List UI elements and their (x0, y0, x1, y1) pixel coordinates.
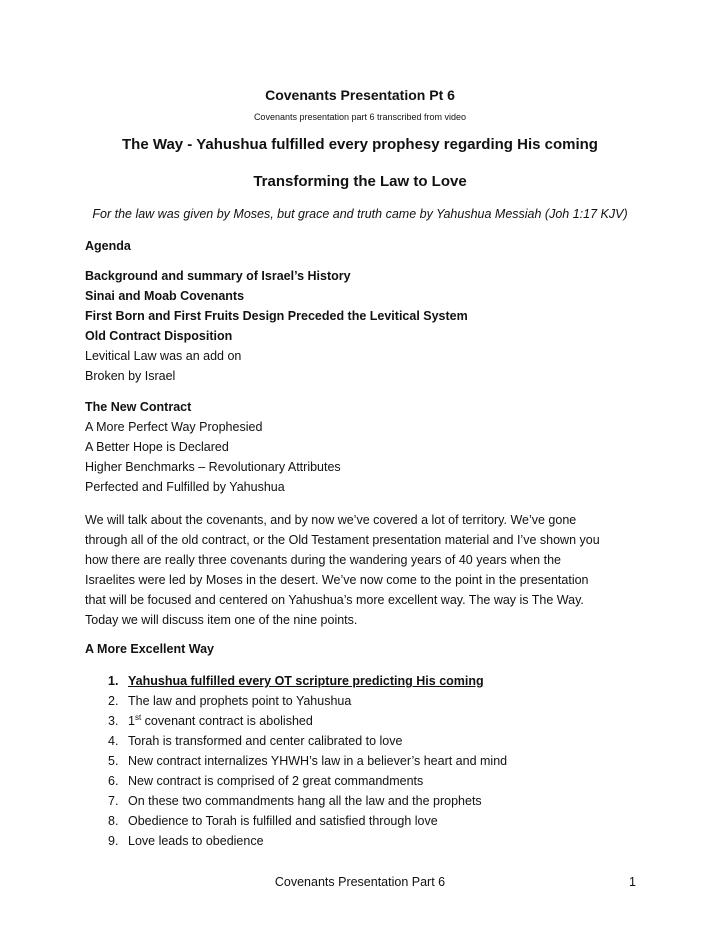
document-subtitle: Covenants presentation part 6 transcribed from video (253, 112, 467, 122)
paragraph-line: Israelites were led by Moses in the desert. We’ve now come to the point in the presentation (85, 573, 589, 587)
list-number: 9. (108, 834, 119, 848)
excellent-way-label: A More Excellent Way (85, 642, 214, 656)
list-item (108, 833, 264, 849)
list-text-ordinal: 1 (128, 714, 135, 728)
agenda-item: Old Contract Disposition (85, 329, 233, 343)
list-text: The law and prophets point to Yahushua (128, 694, 352, 708)
list-text: New contract internalizes YHWH’s law in a believer’s heart and mind (128, 754, 508, 768)
list-item (108, 813, 438, 829)
list-number: 2. (108, 694, 119, 708)
ordinal-suffix: st (134, 712, 142, 722)
scripture-quote: For the law was given by Moses, but grace and truth came by Yahushua Messiah (Joh 1:17 KJV) (92, 207, 628, 221)
list-text: New contract is comprised of 2 great commandments (128, 774, 424, 788)
list-item (108, 713, 313, 729)
paragraph-line: We will talk about the covenants, and by now we’ve covered a lot of territory. We’ve gone (85, 513, 577, 527)
list-text: Torah is transformed and center calibrated to love (128, 734, 403, 748)
list-text: Love leads to obedience (128, 834, 264, 848)
heading-the-way: The Way - Yahushua fulfilled every prophesy regarding His coming (122, 136, 598, 153)
list-item (108, 733, 402, 749)
list-item (108, 773, 423, 789)
list-item (108, 673, 484, 689)
list-number: 4. (108, 734, 119, 748)
list-text: Yahushua fulfilled every OT scripture predicting His coming (128, 674, 484, 688)
agenda-label: Agenda (85, 239, 131, 253)
list-item (108, 693, 351, 709)
list-text: Obedience to Torah is fulfilled and satisfied through love (128, 814, 438, 828)
agenda-item: Levitical Law was an add on (85, 349, 242, 363)
list-number: 5. (108, 754, 119, 768)
agenda-item: Sinai and Moab Covenants (85, 289, 245, 303)
new-contract-item: A Better Hope is Declared (85, 440, 229, 454)
list-text: covenant contract is abolished (141, 714, 313, 728)
list-number: 7. (108, 794, 119, 808)
list-text: On these two commandments hang all the law and the prophets (128, 794, 482, 808)
list-number: 8. (108, 814, 119, 828)
page-number: 1 (629, 875, 636, 889)
list-number: 1. (108, 674, 119, 688)
paragraph-line: that will be focused and centered on Yahushua’s more excellent way. The way is The Way. (85, 593, 584, 607)
list-item (108, 793, 482, 809)
agenda-item: Broken by Israel (85, 369, 176, 383)
agenda-item: First Born and First Fruits Design Preceded the Levitical System (85, 309, 468, 323)
agenda-item: Background and summary of Israel’s History (85, 269, 351, 283)
new-contract-item: Higher Benchmarks – Revolutionary Attributes (85, 460, 341, 474)
new-contract-label: The New Contract (85, 400, 192, 414)
intro-paragraph (85, 510, 645, 630)
paragraph-line: Today we will discuss item one of the nine points. (85, 613, 358, 627)
document-title: Covenants Presentation Pt 6 (265, 87, 455, 103)
footer-label: Covenants Presentation Part 6 (274, 875, 446, 889)
list-item (108, 753, 507, 769)
new-contract-item: A More Perfect Way Prophesied (85, 420, 263, 434)
paragraph-line: how there are really three covenants during the wandering years of 40 years when the (85, 553, 561, 567)
paragraph-line: through all of the old contract, or the Old Testament presentation material and I’ve shown you (85, 533, 600, 547)
list-number: 3. (108, 714, 119, 728)
new-contract-item: Perfected and Fulfilled by Yahushua (85, 480, 285, 494)
list-number: 6. (108, 774, 119, 788)
heading-transforming-law: Transforming the Law to Love (253, 173, 467, 190)
